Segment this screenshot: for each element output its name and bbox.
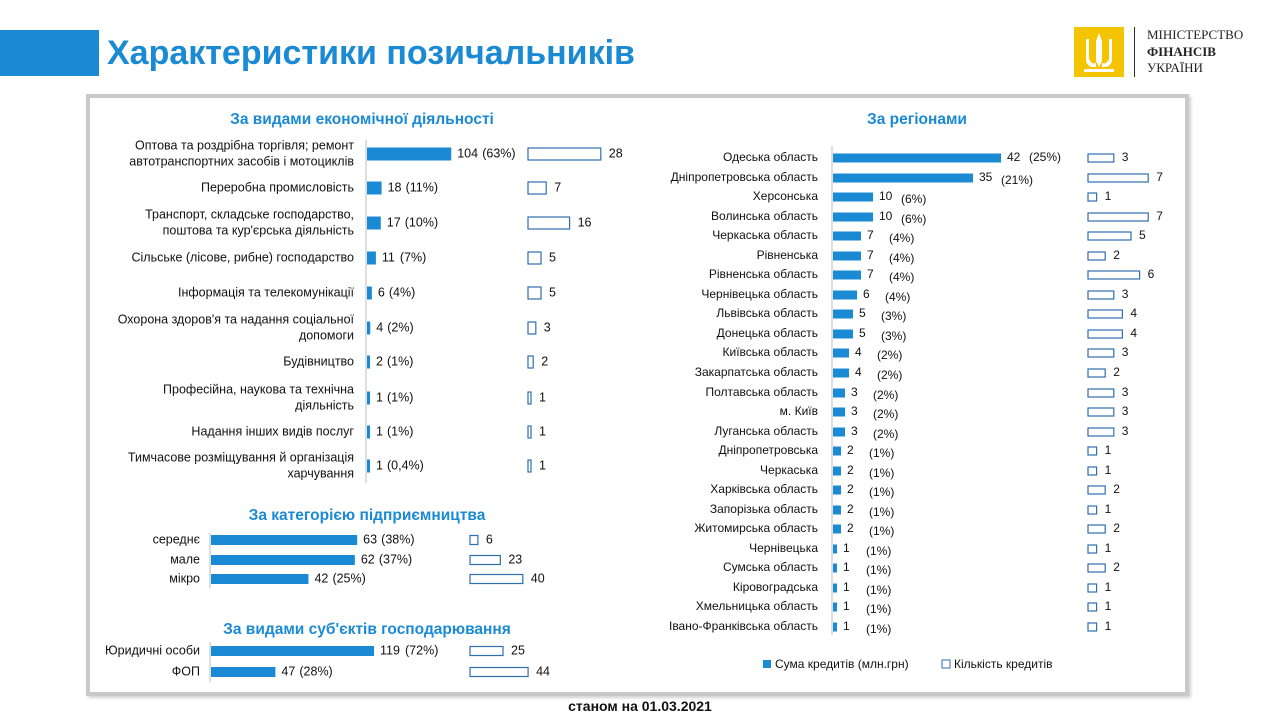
category-label-regions: Рівненська <box>756 248 818 263</box>
count-value-label-regions: 1 <box>1104 189 1112 204</box>
sum-bar-regions <box>833 330 853 339</box>
sum-value-label-activity: 104 <box>457 146 479 161</box>
sum-percent-label-regions: (1%) <box>869 446 895 461</box>
category-label-activity: Оптова та роздрібна торгівля; ремонт <box>135 138 354 153</box>
category-label-activity: Надання інших видів послуг <box>191 424 354 439</box>
sum-value-label-activity: 2 <box>376 354 383 369</box>
count-value-label-regions: 5 <box>1139 228 1146 243</box>
count-bar-regions <box>1088 389 1114 397</box>
count-bar-activity <box>528 426 531 438</box>
category-label-activity: Будівництво <box>283 354 354 369</box>
count-bar-activity <box>528 182 546 194</box>
sum-percent-label-regions: (6%) <box>901 192 927 207</box>
sum-bar-regions <box>833 232 861 241</box>
sum-value-label-regions: 3 <box>851 404 858 419</box>
category-label-regions: Житомирська область <box>694 521 818 536</box>
sum-value-label-entity: 119 <box>380 643 400 658</box>
count-bar-regions <box>1088 545 1097 553</box>
count-bar-activity <box>528 217 570 229</box>
sum-bar-regions <box>833 389 845 398</box>
sum-bar-activity <box>367 426 370 439</box>
sum-bar-activity <box>367 356 370 369</box>
legend-label-count: Кількість кредитів <box>954 657 1053 672</box>
sum-percent-label-regions: (2%) <box>877 368 903 383</box>
sum-bar-regions <box>833 408 845 417</box>
legend-swatch-sum <box>763 660 771 668</box>
sum-percent-label-regions: (1%) <box>866 583 892 598</box>
count-value-label-regions: 2 <box>1113 248 1120 263</box>
count-value-label-category: 6 <box>485 532 493 547</box>
sum-bar-activity <box>367 252 376 265</box>
count-bar-regions <box>1088 408 1114 416</box>
sum-bar-regions <box>833 193 873 202</box>
category-label-regions: Одеська область <box>723 150 818 165</box>
category-label-category: середнє <box>152 532 200 547</box>
sum-bar-activity <box>367 392 370 405</box>
count-value-label-regions: 4 <box>1130 326 1138 341</box>
sum-bar-category <box>211 555 355 565</box>
sum-percent-label-activity: (1%) <box>387 354 414 369</box>
count-bar-activity <box>528 148 601 160</box>
sum-percent-label-regions: (1%) <box>869 466 895 481</box>
sum-percent-label-regions: (2%) <box>877 348 903 363</box>
sum-bar-regions <box>833 584 837 593</box>
chart-title-entity: За видами суб'єктів господарювання <box>223 621 511 638</box>
category-label-regions: Чернівецька <box>749 541 818 556</box>
sum-bar-regions <box>833 564 837 573</box>
category-label-activity: Тимчасове розміщування й організація <box>127 450 354 465</box>
count-bar-regions <box>1088 349 1114 357</box>
count-bar-category <box>470 536 478 545</box>
count-bar-regions <box>1088 193 1097 201</box>
sum-percent-label-activity: (0,4%) <box>387 458 424 473</box>
category-label-regions: Харківська область <box>710 482 818 497</box>
sum-percent-label-regions: (4%) <box>889 231 915 246</box>
sum-percent-label-category: (38%) <box>381 532 415 547</box>
sum-bar-regions <box>833 447 841 456</box>
sum-value-label-regions: 10 <box>879 189 893 204</box>
sum-percent-label-activity: (4%) <box>388 285 416 300</box>
legend-swatch-count <box>942 660 950 668</box>
category-label-regions: Черкаська область <box>712 228 818 243</box>
sum-percent-label-regions: (2%) <box>873 388 899 403</box>
sum-bar-regions <box>833 428 845 437</box>
sum-bar-activity <box>367 322 370 335</box>
sum-bar-regions <box>833 369 849 378</box>
sum-bar-category <box>211 574 308 584</box>
count-bar-regions <box>1088 213 1148 221</box>
category-label-category: мікро <box>169 571 200 586</box>
sum-bar-regions <box>833 486 841 495</box>
chart-title-activity: За видами економічної діяльності <box>230 111 494 128</box>
category-label-regions: м. Київ <box>779 404 818 419</box>
count-value-label-regions: 3 <box>1121 150 1129 165</box>
sum-bar-regions <box>833 623 837 632</box>
count-value-label-activity: 1 <box>539 424 546 439</box>
sum-percent-label-activity: (1%) <box>387 390 414 405</box>
count-bar-regions <box>1088 232 1131 240</box>
chart-title-category: За категорією підприємництва <box>248 507 486 524</box>
category-label-activity: допомоги <box>298 328 354 343</box>
sum-bar-regions <box>833 349 849 358</box>
count-bar-regions <box>1088 428 1114 436</box>
sum-percent-label-regions: (4%) <box>885 290 911 305</box>
count-bar-regions <box>1088 525 1105 533</box>
sum-bar-regions <box>833 174 973 183</box>
sum-value-label-category: 62 <box>360 552 375 567</box>
category-label-activity: Охорона здоров'я та надання соціальної <box>117 312 354 327</box>
count-value-label-regions: 3 <box>1121 287 1129 302</box>
sum-percent-label-regions: (3%) <box>881 309 907 324</box>
count-value-label-activity: 1 <box>539 390 546 405</box>
category-label-regions: Запорізька область <box>709 502 818 517</box>
sum-value-label-regions: 2 <box>847 502 854 517</box>
sum-value-label-regions: 42 <box>1007 150 1021 165</box>
page-title: Характеристики позичальників <box>107 34 635 72</box>
sum-percent-label-regions: (3%) <box>881 329 907 344</box>
sum-percent-label-regions: (1%) <box>866 544 892 559</box>
count-value-label-activity: 3 <box>543 320 551 335</box>
legend-label-sum: Сума кредитів (млн.грн) <box>775 657 909 672</box>
sum-percent-label-activity: (10%) <box>404 215 439 230</box>
sum-bar-activity <box>367 148 451 161</box>
category-label-regions: Івано-Франківська область <box>668 619 818 634</box>
sum-value-label-regions: 3 <box>851 385 858 400</box>
count-value-label-regions: 3 <box>1121 345 1129 360</box>
sum-percent-label-regions: (2%) <box>873 407 899 422</box>
sum-value-label-activity: 1 <box>376 458 383 473</box>
count-value-label-regions: 7 <box>1156 170 1163 185</box>
sum-value-label-regions: 7 <box>867 228 874 243</box>
sum-percent-label-activity: (2%) <box>387 320 414 335</box>
sum-value-label-activity: 4 <box>376 320 384 335</box>
sum-bar-regions <box>833 525 841 534</box>
category-label-regions: Черкаська <box>760 463 818 478</box>
count-bar-activity <box>528 287 541 299</box>
sum-value-label-regions: 1 <box>843 560 850 575</box>
count-value-label-category: 23 <box>508 552 523 567</box>
category-label-regions: Кіровоградська <box>732 580 818 595</box>
category-label-regions: Дніпропетровська <box>718 443 818 458</box>
category-label-regions: Хмельницька область <box>695 599 818 614</box>
category-label-category: мале <box>170 552 200 567</box>
sum-value-label-regions: 5 <box>859 326 866 341</box>
sum-bar-regions <box>833 506 841 515</box>
count-bar-entity <box>470 668 528 677</box>
sum-value-label-regions: 2 <box>847 443 854 458</box>
count-bar-activity <box>528 392 531 404</box>
sum-percent-label-category: (37%) <box>378 552 413 567</box>
count-value-label-regions: 3 <box>1121 404 1129 419</box>
sum-bar-regions <box>833 213 873 222</box>
ministry-name-line1: МІНІСТЕРСТВО <box>1147 27 1244 42</box>
count-value-label-regions: 6 <box>1147 267 1155 282</box>
sum-value-label-regions: 2 <box>847 463 854 478</box>
count-value-label-activity: 28 <box>608 146 623 161</box>
count-bar-activity <box>528 356 533 368</box>
count-bar-regions <box>1088 154 1114 162</box>
sum-value-label-regions: 2 <box>847 521 854 536</box>
count-bar-regions <box>1088 330 1122 338</box>
sum-percent-label-regions: (1%) <box>866 563 892 578</box>
count-value-label-regions: 7 <box>1156 209 1163 224</box>
count-value-label-activity: 2 <box>541 354 549 369</box>
sum-bar-entity <box>211 646 374 656</box>
count-value-label-regions: 1 <box>1104 541 1112 556</box>
sum-percent-label-entity: (72%) <box>405 643 439 658</box>
sum-bar-regions <box>833 467 841 476</box>
sum-percent-label-activity: (11%) <box>405 180 439 195</box>
sum-percent-label-regions: (25%) <box>1029 150 1062 165</box>
count-value-label-activity: 5 <box>549 285 556 300</box>
category-label-activity: харчування <box>287 466 354 481</box>
sum-bar-regions <box>833 252 861 261</box>
count-bar-regions <box>1088 584 1097 592</box>
sum-percent-label-regions: (6%) <box>901 212 927 227</box>
category-label-regions: Волинська область <box>711 209 818 224</box>
count-bar-regions <box>1088 447 1097 455</box>
count-value-label-activity: 16 <box>577 215 592 230</box>
sum-value-label-regions: 7 <box>867 267 874 282</box>
sum-bar-activity <box>367 287 372 300</box>
category-label-activity: діяльність <box>295 398 354 413</box>
sum-percent-label-regions: (1%) <box>869 485 895 500</box>
sum-bar-regions <box>833 154 1001 163</box>
sum-percent-label-regions: (21%) <box>1001 173 1034 188</box>
sum-bar-activity <box>367 217 381 230</box>
count-value-label-activity: 5 <box>549 250 556 265</box>
sum-percent-label-regions: (1%) <box>869 524 895 539</box>
sum-percent-label-category: (25%) <box>332 571 366 586</box>
sum-bar-regions <box>833 603 837 612</box>
sum-bar-regions <box>833 545 837 554</box>
sum-value-label-activity: 6 <box>377 285 385 300</box>
count-value-label-regions: 1 <box>1104 599 1112 614</box>
category-label-activity: Інформація та телекомунікації <box>178 285 354 300</box>
sum-value-label-regions: 4 <box>855 345 862 360</box>
sum-bar-entity <box>211 667 275 677</box>
sum-percent-label-regions: (1%) <box>866 602 892 617</box>
sum-value-label-activity: 18 <box>387 180 402 195</box>
count-bar-regions <box>1088 467 1097 475</box>
category-label-activity: поштова та кур'єрська діяльність <box>162 223 354 238</box>
sum-bar-regions <box>833 291 857 300</box>
sum-percent-label-activity: (63%) <box>482 146 516 161</box>
count-value-label-regions: 3 <box>1121 385 1129 400</box>
count-value-label-regions: 1 <box>1104 502 1112 517</box>
category-label-regions: Херсонська <box>752 189 818 204</box>
count-bar-activity <box>528 322 536 334</box>
count-value-label-regions: 2 <box>1113 521 1120 536</box>
count-bar-category <box>470 556 500 565</box>
category-label-activity: Сільське (лісове, рибне) господарство <box>131 250 354 265</box>
sum-percent-label-regions: (4%) <box>889 270 915 285</box>
sum-value-label-activity: 1 <box>376 390 383 405</box>
sum-value-label-regions: 2 <box>847 482 854 497</box>
count-value-label-regions: 1 <box>1104 443 1112 458</box>
count-value-label-regions: 2 <box>1113 482 1120 497</box>
sum-bar-regions <box>833 271 861 280</box>
sum-value-label-regions: 10 <box>879 209 893 224</box>
count-value-label-regions: 2 <box>1113 365 1120 380</box>
category-label-entity: Юридичні особи <box>105 643 200 658</box>
sum-value-label-activity: 11 <box>381 250 395 265</box>
count-bar-regions <box>1088 310 1122 318</box>
category-label-regions: Сумська область <box>723 560 818 575</box>
category-label-regions: Чернівецька область <box>701 287 818 302</box>
sum-value-label-regions: 1 <box>843 580 850 595</box>
count-value-label-entity: 44 <box>536 664 550 679</box>
count-value-label-regions: 4 <box>1130 306 1138 321</box>
count-bar-regions <box>1088 174 1148 182</box>
category-label-regions: Київська область <box>722 345 818 360</box>
category-label-regions: Луганська область <box>714 424 818 439</box>
chart-title-regions: За регіонами <box>867 111 967 128</box>
sum-value-label-regions: 1 <box>843 619 850 634</box>
sum-bar-activity <box>367 182 382 195</box>
category-label-activity: Професійна, наукова та технічна <box>163 382 354 397</box>
category-label-activity: Переробна промисловість <box>200 180 354 195</box>
category-label-regions: Донецька область <box>716 326 818 341</box>
count-bar-category <box>470 575 523 584</box>
ministry-name-line2: ФІНАНСІВ <box>1147 43 1216 59</box>
sum-value-label-activity: 1 <box>376 424 383 439</box>
count-bar-activity <box>528 460 531 472</box>
ministry-name-line3: УКРАЇНИ <box>1147 60 1203 75</box>
count-bar-regions <box>1088 369 1105 377</box>
count-bar-regions <box>1088 623 1097 631</box>
count-value-label-activity: 7 <box>554 180 562 195</box>
category-label-entity: ФОП <box>171 664 200 679</box>
category-label-regions: Полтавська область <box>705 385 818 400</box>
sum-bar-activity <box>367 460 370 473</box>
sum-percent-label-regions: (2%) <box>873 427 899 442</box>
count-bar-regions <box>1088 506 1097 514</box>
sum-value-label-regions: 5 <box>859 306 866 321</box>
category-label-regions: Львівська область <box>716 306 818 321</box>
sum-percent-label-activity: (1%) <box>387 424 414 439</box>
category-label-activity: автотранспортних засобів і мотоциклів <box>129 154 354 169</box>
sum-value-label-category: 42 <box>314 571 329 586</box>
category-label-regions: Закарпатська область <box>694 365 818 380</box>
sum-percent-label-regions: (1%) <box>866 622 892 637</box>
count-value-label-regions: 3 <box>1121 424 1129 439</box>
sum-value-label-entity: 47 <box>281 664 296 679</box>
count-value-label-regions: 1 <box>1104 619 1112 634</box>
sum-value-label-regions: 1 <box>843 541 850 556</box>
sum-value-label-regions: 6 <box>863 287 870 302</box>
count-value-label-regions: 1 <box>1104 463 1112 478</box>
count-value-label-activity: 1 <box>539 458 546 473</box>
count-bar-regions <box>1088 252 1105 260</box>
sum-value-label-category: 63 <box>363 532 378 547</box>
count-value-label-regions: 1 <box>1104 580 1112 595</box>
count-bar-regions <box>1088 603 1097 611</box>
sum-percent-label-regions: (1%) <box>869 505 895 520</box>
count-bar-entity <box>470 647 503 656</box>
category-label-activity: Транспорт, складське господарство, <box>145 207 354 222</box>
category-label-regions: Рівненська область <box>708 267 818 282</box>
sum-value-label-regions: 35 <box>979 170 993 185</box>
count-bar-regions <box>1088 271 1140 279</box>
sum-value-label-regions: 1 <box>843 599 850 614</box>
count-bar-regions <box>1088 291 1114 299</box>
count-value-label-entity: 25 <box>511 643 525 658</box>
category-label-regions: Дніпропетровська область <box>670 170 818 185</box>
sum-percent-label-regions: (4%) <box>889 251 915 266</box>
sum-percent-label-entity: (28%) <box>299 664 333 679</box>
count-value-label-category: 40 <box>530 571 545 586</box>
sum-value-label-regions: 7 <box>867 248 874 263</box>
sum-percent-label-activity: (7%) <box>399 250 427 265</box>
count-value-label-regions: 2 <box>1113 560 1120 575</box>
date-note: станом на 01.03.2021 <box>568 698 712 714</box>
sum-value-label-regions: 3 <box>851 424 858 439</box>
sum-value-label-regions: 4 <box>855 365 862 380</box>
sum-value-label-activity: 17 <box>386 215 401 230</box>
sum-bar-category <box>211 535 357 545</box>
count-bar-regions <box>1088 564 1105 572</box>
sum-bar-regions <box>833 310 853 319</box>
count-bar-regions <box>1088 486 1105 494</box>
count-bar-activity <box>528 252 541 264</box>
